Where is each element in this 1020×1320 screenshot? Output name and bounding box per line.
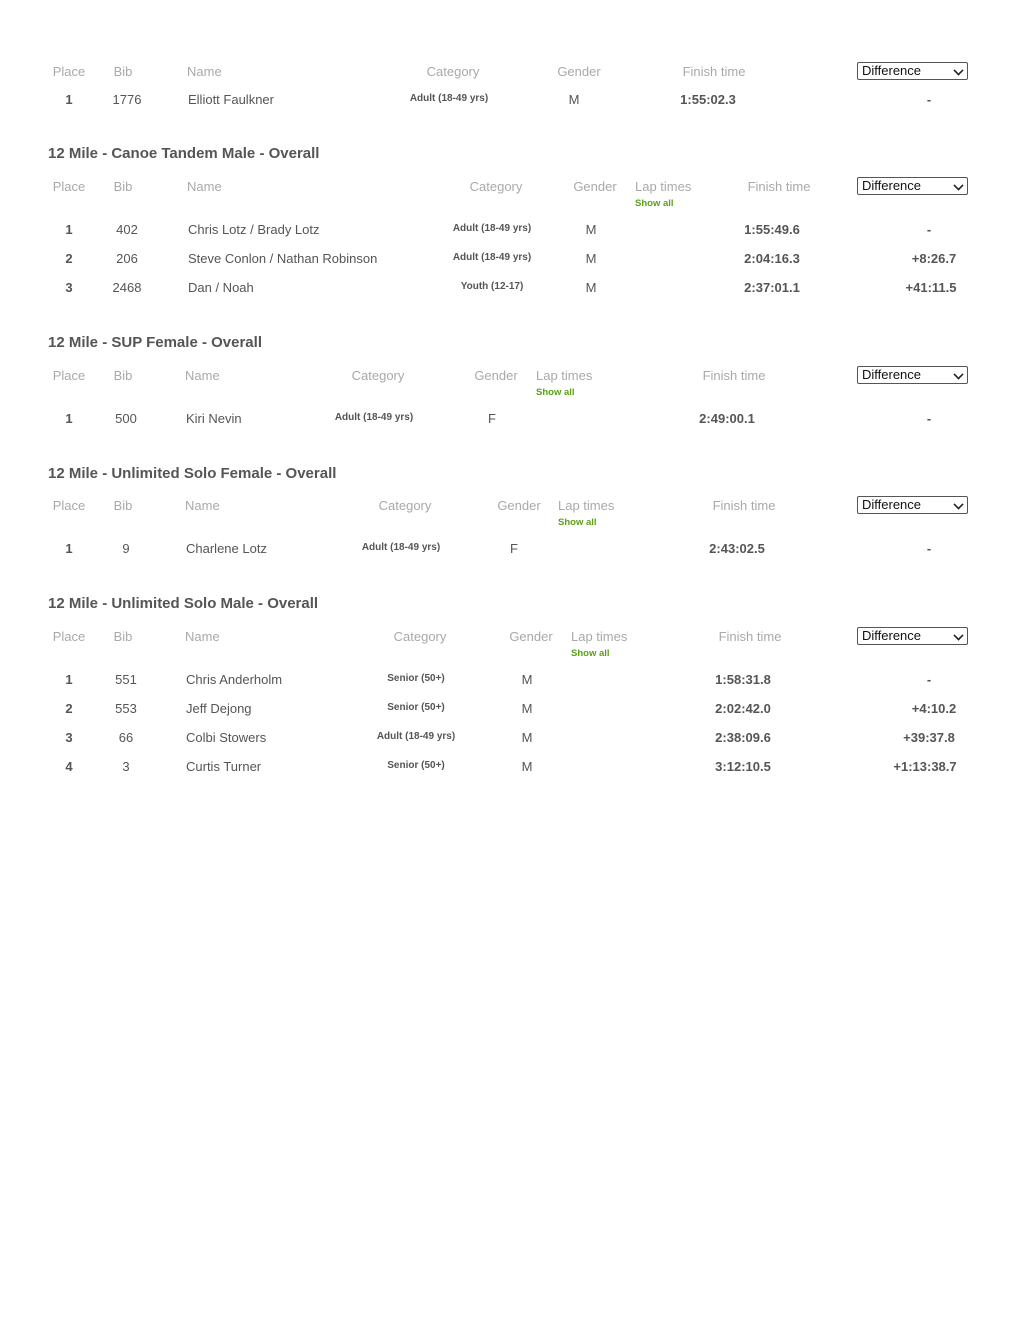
cell-difference: - [926, 672, 932, 687]
cell-name: Charlene Lotz [186, 541, 267, 556]
cell-category: Adult (18-49 yrs) [409, 93, 489, 104]
show-all-laps-link[interactable]: Show all [635, 198, 674, 209]
show-all-laps-link[interactable]: Show all [558, 517, 597, 528]
header-category: Category [426, 64, 480, 79]
cell-finish-time: 1:58:31.8 [715, 672, 771, 687]
header-gender: Gender [573, 179, 617, 194]
chevron-down-icon [953, 369, 963, 379]
cell-bib: 551 [115, 672, 137, 687]
cell-bib: 553 [115, 701, 137, 716]
cell-finish-time: 2:49:00.1 [699, 411, 755, 426]
cell-name: Steve Conlon / Nathan Robinson [188, 251, 378, 266]
header-category: Category [378, 498, 432, 513]
table-row [0, 92, 1020, 112]
header-gender: Gender [497, 498, 541, 513]
cell-category: Senior (50+) [387, 760, 445, 771]
cell-difference: - [926, 92, 932, 107]
header-name: Name [185, 368, 220, 383]
cell-finish-time: 2:04:16.3 [744, 251, 800, 266]
header-bib: Bib [113, 368, 133, 383]
cell-place: 1 [65, 92, 73, 107]
cell-finish-time: 1:55:49.6 [744, 222, 800, 237]
table-row [0, 280, 1020, 300]
cell-place: 4 [65, 759, 73, 774]
cell-category: Adult (18-49 yrs) [452, 223, 532, 234]
difference-select[interactable] [857, 496, 968, 514]
difference-select-value: Difference [862, 178, 922, 193]
table-row [0, 759, 1020, 779]
cell-difference: +1:13:38.7 [893, 759, 957, 774]
cell-difference: - [926, 411, 932, 426]
header-place: Place [52, 368, 86, 383]
cell-difference: - [926, 222, 932, 237]
cell-gender: M [585, 222, 597, 237]
header-name: Name [187, 179, 222, 194]
header-bib: Bib [113, 64, 133, 79]
header-category: Category [469, 179, 523, 194]
cell-gender: M [585, 251, 597, 266]
cell-bib: 9 [122, 541, 130, 556]
cell-difference: +8:26.7 [911, 251, 957, 266]
section-title: 12 Mile - Unlimited Solo Female - Overall [48, 465, 337, 482]
chevron-down-icon [953, 499, 963, 509]
header-lap-times: Lap times [558, 498, 615, 513]
difference-select-value: Difference [862, 628, 922, 643]
cell-finish-time: 2:38:09.6 [715, 730, 771, 745]
cell-gender: F [510, 541, 518, 556]
cell-name: Dan / Noah [188, 280, 254, 295]
cell-place: 1 [65, 411, 73, 426]
cell-category: Adult (18-49 yrs) [334, 412, 414, 423]
cell-difference: +41:11.5 [905, 280, 957, 295]
header-place: Place [52, 629, 86, 644]
header-name: Name [187, 64, 222, 79]
section-title: 12 Mile - Canoe Tandem Male - Overall [48, 145, 320, 162]
cell-bib: 3 [122, 759, 130, 774]
cell-bib: 500 [115, 411, 137, 426]
cell-place: 2 [65, 251, 73, 266]
header-name: Name [185, 629, 220, 644]
header-lap-times: Lap times [635, 179, 692, 194]
cell-name: Jeff Dejong [186, 701, 252, 716]
cell-category: Adult (18-49 yrs) [376, 731, 456, 742]
cell-place: 3 [65, 280, 73, 295]
chevron-down-icon [953, 630, 963, 640]
table-row [0, 251, 1020, 271]
header-lap-times: Lap times [571, 629, 628, 644]
cell-gender: M [521, 672, 533, 687]
header-place: Place [52, 179, 86, 194]
header-place: Place [52, 64, 86, 79]
header-bib: Bib [113, 629, 133, 644]
header-finish-time: Finish time [712, 498, 776, 513]
cell-name: Elliott Faulkner [188, 92, 274, 107]
table-row [0, 672, 1020, 692]
header-bib: Bib [113, 498, 133, 513]
header-finish-time: Finish time [702, 368, 766, 383]
cell-gender: M [521, 701, 533, 716]
difference-select[interactable] [857, 62, 968, 80]
table-row [0, 730, 1020, 750]
cell-category: Senior (50+) [387, 702, 445, 713]
cell-finish-time: 2:43:02.5 [709, 541, 765, 556]
cell-gender: F [488, 411, 496, 426]
cell-bib: 2468 [112, 280, 142, 295]
table-row [0, 411, 1020, 431]
cell-bib: 1776 [112, 92, 142, 107]
header-place: Place [52, 498, 86, 513]
header-finish-time: Finish time [682, 64, 746, 79]
cell-category: Youth (12-17) [460, 281, 524, 292]
header-name: Name [185, 498, 220, 513]
cell-finish-time: 1:55:02.3 [680, 92, 736, 107]
difference-select[interactable] [857, 627, 968, 645]
difference-select-value: Difference [862, 367, 922, 382]
cell-name: Kiri Nevin [186, 411, 242, 426]
cell-name: Chris Lotz / Brady Lotz [188, 222, 320, 237]
cell-finish-time: 2:02:42.0 [715, 701, 771, 716]
cell-category: Senior (50+) [387, 673, 445, 684]
cell-bib: 402 [116, 222, 138, 237]
cell-gender: M [568, 92, 580, 107]
header-finish-time: Finish time [718, 629, 782, 644]
cell-gender: M [521, 759, 533, 774]
cell-bib: 66 [118, 730, 134, 745]
table-row [0, 701, 1020, 721]
cell-finish-time: 2:37:01.1 [744, 280, 800, 295]
cell-place: 1 [65, 222, 73, 237]
cell-place: 3 [65, 730, 73, 745]
cell-bib: 206 [116, 251, 138, 266]
header-gender: Gender [509, 629, 553, 644]
cell-category: Adult (18-49 yrs) [361, 542, 441, 553]
cell-name: Chris Anderholm [186, 672, 283, 687]
cell-difference: - [926, 541, 932, 556]
cell-difference: +39:37.8 [903, 730, 955, 745]
header-gender: Gender [557, 64, 601, 79]
cell-place: 2 [65, 701, 73, 716]
cell-place: 1 [65, 672, 73, 687]
difference-select-value: Difference [862, 63, 922, 78]
header-gender: Gender [474, 368, 518, 383]
header-bib: Bib [113, 179, 133, 194]
cell-name: Colbi Stowers [186, 730, 267, 745]
difference-select-value: Difference [862, 497, 922, 512]
cell-gender: M [521, 730, 533, 745]
cell-place: 1 [65, 541, 73, 556]
header-lap-times: Lap times [536, 368, 593, 383]
difference-select[interactable] [857, 366, 968, 384]
header-category: Category [393, 629, 447, 644]
show-all-laps-link[interactable]: Show all [571, 648, 610, 659]
chevron-down-icon [953, 65, 963, 75]
cell-finish-time: 3:12:10.5 [715, 759, 771, 774]
cell-name: Curtis Turner [186, 759, 262, 774]
header-category: Category [351, 368, 405, 383]
cell-gender: M [585, 280, 597, 295]
cell-category: Adult (18-49 yrs) [452, 252, 532, 263]
section-title: 12 Mile - SUP Female - Overall [48, 334, 262, 351]
section-title: 12 Mile - Unlimited Solo Male - Overall [48, 595, 319, 612]
cell-difference: +4:10.2 [911, 701, 957, 716]
header-finish-time: Finish time [747, 179, 811, 194]
difference-select[interactable] [857, 177, 968, 195]
table-row [0, 541, 1020, 561]
table-row [0, 222, 1020, 242]
show-all-laps-link[interactable]: Show all [536, 387, 575, 398]
chevron-down-icon [953, 180, 963, 190]
